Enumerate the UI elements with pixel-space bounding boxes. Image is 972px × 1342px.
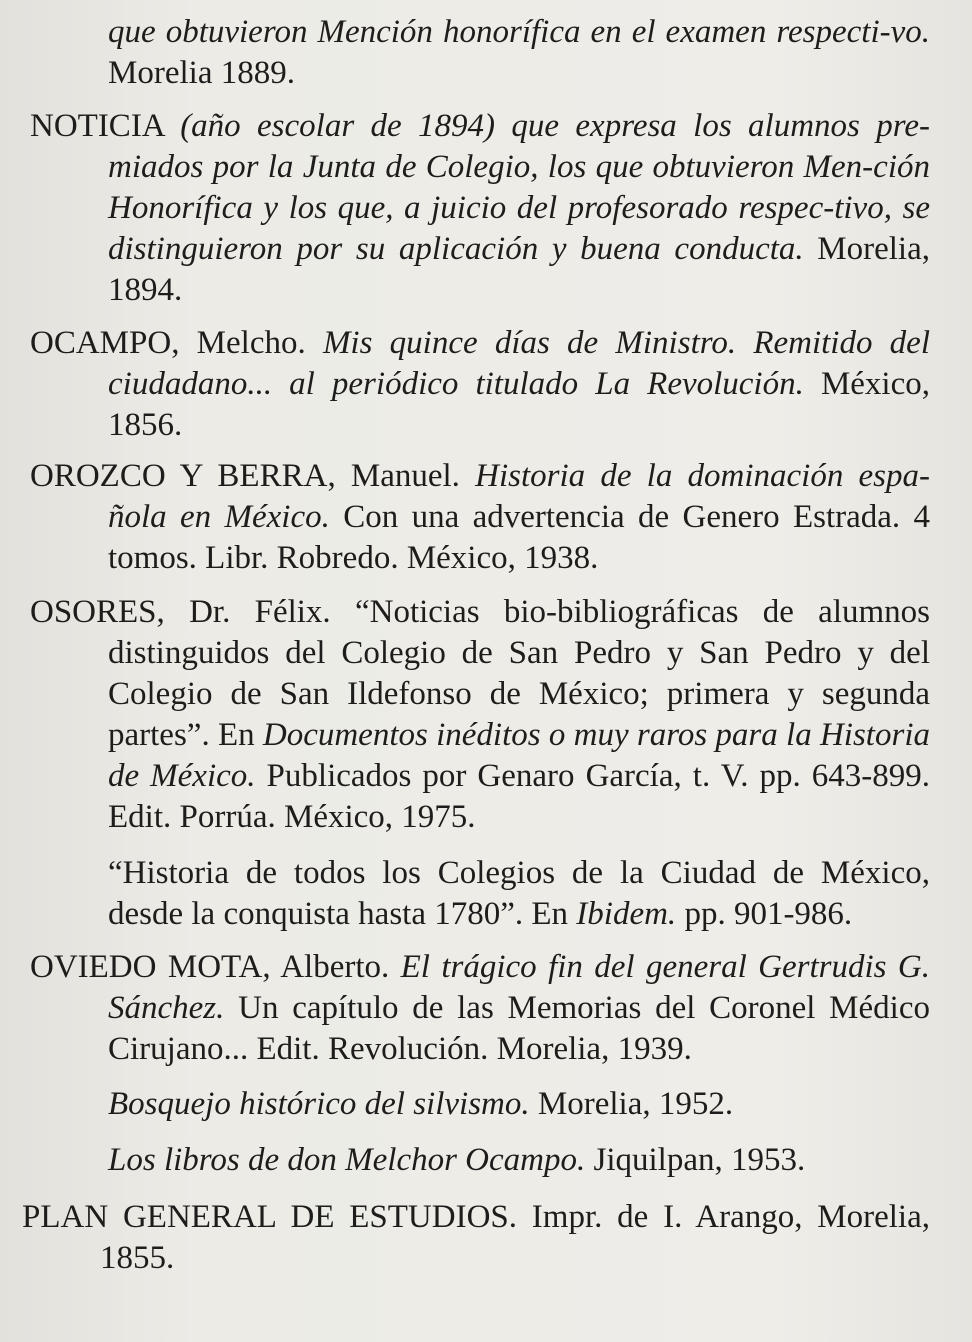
entry-imprint: Con una advertencia de Genero Estrada. 4 tomos. Libr. Robredo. México, 1938. xyxy=(108,499,930,576)
entry-imprint: Un capítulo de las Memorias del Coronel Médico Cirujano... Edit. Revolución. Morelia, 1939. xyxy=(108,990,930,1067)
entry-text-italic: que obtuvieron Mención honorífica en el examen respecti-vo. xyxy=(108,14,930,50)
entry-author: OSORES, Dr. Félix. “Noticias bio-bibliográficas de alumnos distinguidos del Colegio de San Pedro y San Pedro y del Colegio de San Ildefonso de México; primera y segunda partes”. En xyxy=(30,594,930,753)
entry-imprint: Impr. de I. Arango, Morelia, 1855. xyxy=(100,1199,930,1276)
bibliography-entry-plan xyxy=(22,1197,930,1279)
entry-author: PLAN GENERAL DE ESTUDIOS. xyxy=(22,1199,518,1235)
entry-title-italic: Ibidem. xyxy=(576,896,677,932)
entry-author: NOTICIA xyxy=(30,108,181,144)
entry-title-italic: El trágico fin del general Gertrudis G. Sánchez. xyxy=(108,949,930,1026)
entry-text: “Historia de todos los Colegios de la Ciudad de México, desde la conquista hasta 1780”. En xyxy=(108,855,930,932)
entry-text: Morelia 1889. xyxy=(108,55,295,91)
bibliography-subentry-osores xyxy=(30,853,930,935)
entry-title-italic: Historia de la dominación espa-ñola en México. xyxy=(108,458,930,535)
entry-imprint: Morelia, 1952. xyxy=(529,1086,734,1122)
entry-title-italic: (año escolar de 1894) que expresa los alumnos pre-miados por la Junta de Colegio, los que obtuvieron Men-ción Honorífica y los que, a juicio del profesorado respec-tivo, se distinguieron por su aplicación y buena conducta. xyxy=(108,108,930,267)
entry-author: OCAMPO, Melcho. xyxy=(30,325,323,361)
bibliography-entry-orozco xyxy=(30,456,930,579)
entry-imprint: México, 1856. xyxy=(108,366,930,443)
entry-author: OVIEDO MOTA, Alberto. xyxy=(30,949,401,985)
bibliography-subentry-oviedo-2 xyxy=(30,1140,930,1181)
entry-imprint: Morelia, 1894. xyxy=(108,231,930,308)
bibliography-entry-noticia xyxy=(30,106,930,311)
entry-imprint: pp. 901-986. xyxy=(676,896,853,932)
bibliography-entry-ocampo xyxy=(30,323,930,446)
bibliography-entry-oviedo xyxy=(30,947,930,1070)
entry-imprint: Publicados por Genaro García, t. V. pp. 643-899. Edit. Porrúa. México, 1975. xyxy=(108,758,931,835)
entry-title-italic: Bosquejo histórico del silvismo. xyxy=(108,1086,530,1122)
entry-title-italic: Documentos inéditos o muy raros para la Historia de México. xyxy=(108,717,930,794)
entry-title-italic: Los libros de don Melchor Ocampo. xyxy=(108,1142,586,1178)
bibliography-entry-osores xyxy=(30,592,930,838)
entry-author: OROZCO Y BERRA, Manuel. xyxy=(30,458,476,494)
entry-imprint: Jiquilpan, 1953. xyxy=(585,1142,806,1178)
entry-title-italic: Mis quince días de Ministro. Remitido del ciudadano... al periódico titulado La Revolución. xyxy=(108,325,930,402)
bibliography-entry-continuation xyxy=(30,12,930,94)
bibliography-subentry-oviedo xyxy=(30,1084,930,1125)
